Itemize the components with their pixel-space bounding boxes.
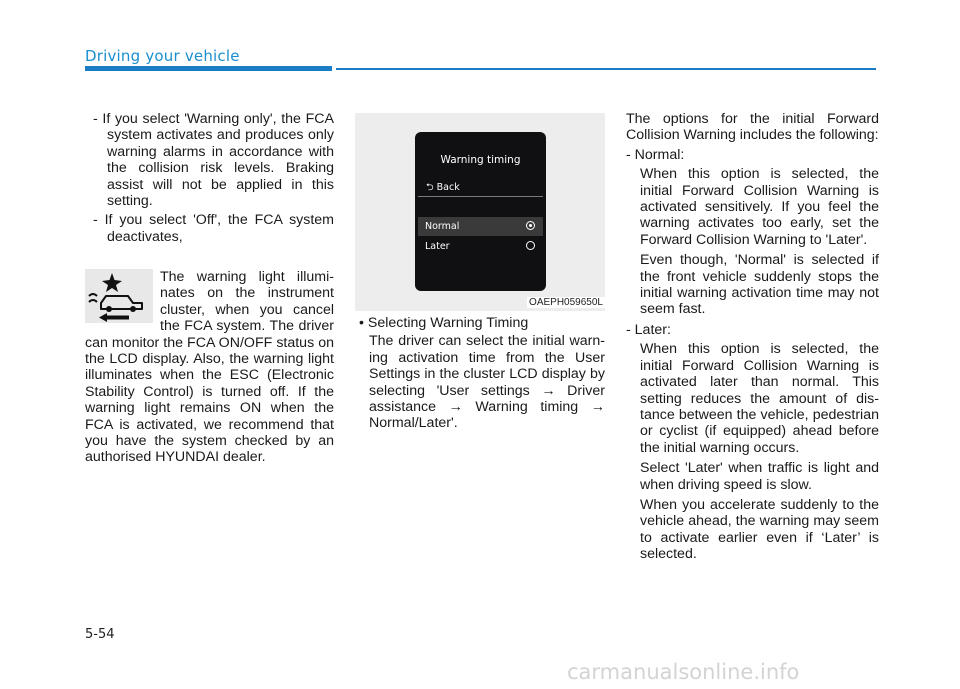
paragraph-text: When this option is selected, the initial Forward Collision Warning is activated sensitively. If you feel the warning activates too early, set the Forward Collision Warning to 'Later'. — [640, 166, 879, 248]
screen-title: Warning timing — [440, 154, 521, 166]
option-label: Normal — [425, 221, 460, 232]
section-title: Driving your vehicle — [85, 47, 240, 65]
paragraph-text: The options for the initial Forward Collision Warning includes the following: — [626, 111, 879, 144]
cluster-lcd-figure — [355, 113, 605, 311]
list-heading: - Normal: — [626, 146, 685, 163]
radio-empty-icon — [526, 241, 535, 250]
page-number: 5-54 — [85, 627, 115, 642]
watermark: carmanualsonline.info — [567, 660, 800, 684]
column-left — [85, 111, 334, 248]
paragraph-text: The driver can select the initial warning activation time from the User Settings in the cluster LCD display by selecting 'User settings → Driver assistance → Warning timing → Normal/Later'. — [369, 333, 605, 432]
paragraph-text: Even though, 'Normal' is selected if the front vehicle suddenly stops the initial warning activation time may not seem fast. — [640, 252, 879, 318]
divider — [418, 196, 543, 197]
header-rule-thin — [336, 68, 876, 70]
option-normal[interactable] — [418, 217, 543, 236]
header-rule-thick — [85, 66, 332, 71]
paragraph-text: When you accelerate suddenly to the vehicle ahead, the warning may seem to activate earlier even if ‘Later’ is selected. — [640, 496, 879, 563]
list-heading: - Later: — [626, 321, 671, 338]
radio-selected-icon — [526, 221, 535, 230]
icon-spacer — [85, 269, 160, 331]
back-button[interactable]: ⮌ Back — [426, 182, 460, 193]
column-middle — [355, 315, 605, 436]
lcd-screen — [415, 132, 546, 291]
fca-warning-light-paragraph — [85, 269, 334, 466]
option-label: Later — [425, 241, 450, 252]
list-item: • Selecting Warning Timing — [359, 315, 529, 331]
paragraph-text: When this option is selected, the initial Forward Collision Warning is activated later than normal. This setting reduces the amount of distance between the vehicle, pedestrian or cyclist (if equipped) ahead before the initial warning occurs. — [640, 341, 879, 456]
list-item: - If you select 'Warning only', the FCA system activates and produces only warning alarms in accordance with the collision risk levels. Braking assist will not be applied in this setting. — [93, 111, 334, 210]
option-later[interactable] — [418, 237, 543, 256]
paragraph-text: The warning light illuminates on the instrument cluster, when you cancel the FCA system. The driver can monitor the FCA ON/OFF status on the LCD display. Also, the warning light illuminates when the ESC (Electronic Stability Control) is turned off. If the warning light remains ON when the FCA is activated, we recommend that you have the system checked by an authorised HYUNDAI dealer. — [85, 269, 334, 466]
paragraph-text: Select 'Later' when traffic is light and when driving speed is slow. — [640, 460, 879, 493]
column-right — [626, 111, 879, 567]
figure-caption: OAEPH059650L — [529, 297, 603, 308]
list-item: - If you select 'Off', the FCA system deactivates, — [93, 212, 334, 245]
